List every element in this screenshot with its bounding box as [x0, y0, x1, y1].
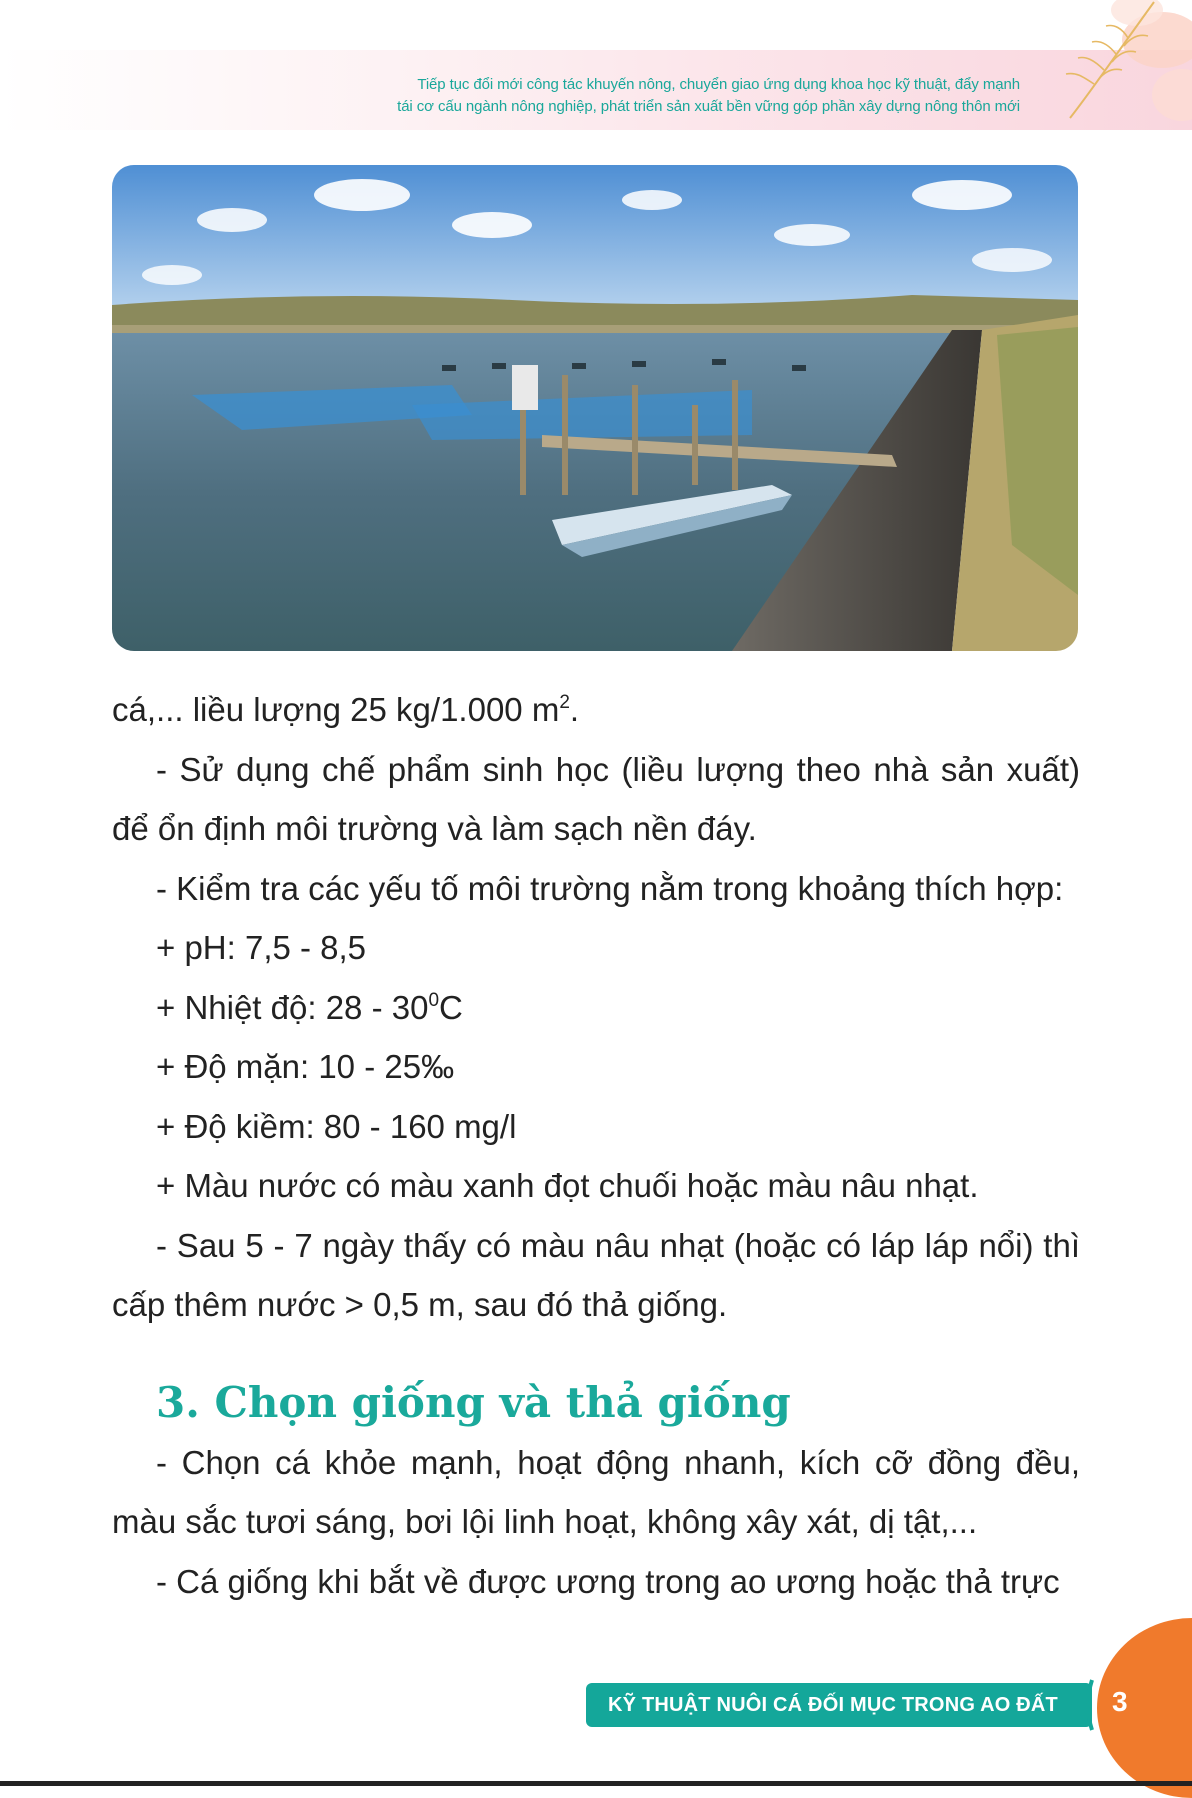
temperature-text: + Nhiệt độ: 28 - 30	[156, 988, 429, 1026]
temperature-unit: C	[439, 988, 463, 1026]
paragraph-1-text: cá,... liều lượng 25 kg/1.000 m	[112, 691, 560, 728]
paragraph-10: - Chọn cá khỏe mạnh, hoạt động nhanh, kích cỡ đồng đều, màu sắc tươi sáng, bơi lội linh hoạt, không xây xát, dị tật,...	[112, 1443, 1080, 1540]
paragraph-3: - Kiểm tra các yếu tố môi trường nằm trong khoảng thích hợp:	[156, 869, 1064, 907]
flower-decoration-icon	[1042, 0, 1192, 130]
section-title: 3. Chọn giống và thả giống	[156, 1377, 791, 1427]
page-number: 3	[1112, 1686, 1128, 1717]
footer-title-tab: KỸ THUẬT NUÔI CÁ ĐỐI MỤC TRONG AO ĐẤT	[586, 1683, 1092, 1727]
param-alkalinity: + Độ kiềm: 80 - 160 mg/l	[156, 1107, 517, 1145]
paragraph-9: - Sau 5 - 7 ngày thấy có màu nâu nhạt (hoặc có láp láp nổi) thì cấp thêm nước > 0,5 m, sau đó thả giống.	[112, 1226, 1080, 1323]
header-line-2: tái cơ cấu ngành nông nghiệp, phát triển sản xuất bền vững góp phần xây dựng nông thôn mới	[397, 98, 1020, 115]
superscript-2: 2	[559, 692, 570, 713]
header-line-1: Tiếp tục đổi mới công tác khuyến nông, chuyển giao ứng dụng khoa học kỹ thuật, đẩy mạnh	[417, 76, 1020, 93]
bottom-rule	[0, 1781, 1192, 1786]
body-text	[112, 680, 1080, 1611]
paragraph-11: - Cá giống khi bắt về được ương trong ao ương hoặc thả trực	[156, 1562, 1060, 1600]
degree-superscript: 0	[428, 989, 440, 1011]
paragraph-1-end: .	[569, 691, 580, 728]
pond-photo	[112, 165, 1078, 651]
paragraph-2: - Sử dụng chế phẩm sinh học (liều lượng theo nhà sản xuất) để ổn định môi trường và làm sạch nền đáy.	[112, 750, 1080, 847]
paragraph-1	[112, 680, 1080, 740]
footer-separator-icon	[1083, 1678, 1097, 1732]
param-salinity: + Độ mặn: 10 - 25‰	[156, 1048, 455, 1085]
param-water-color: + Màu nước có màu xanh đọt chuối hoặc màu nâu nhạt.	[156, 1167, 979, 1204]
param-ph: + pH: 7,5 - 8,5	[156, 929, 367, 966]
header-slogan	[397, 74, 1020, 118]
param-temperature	[112, 978, 1080, 1038]
